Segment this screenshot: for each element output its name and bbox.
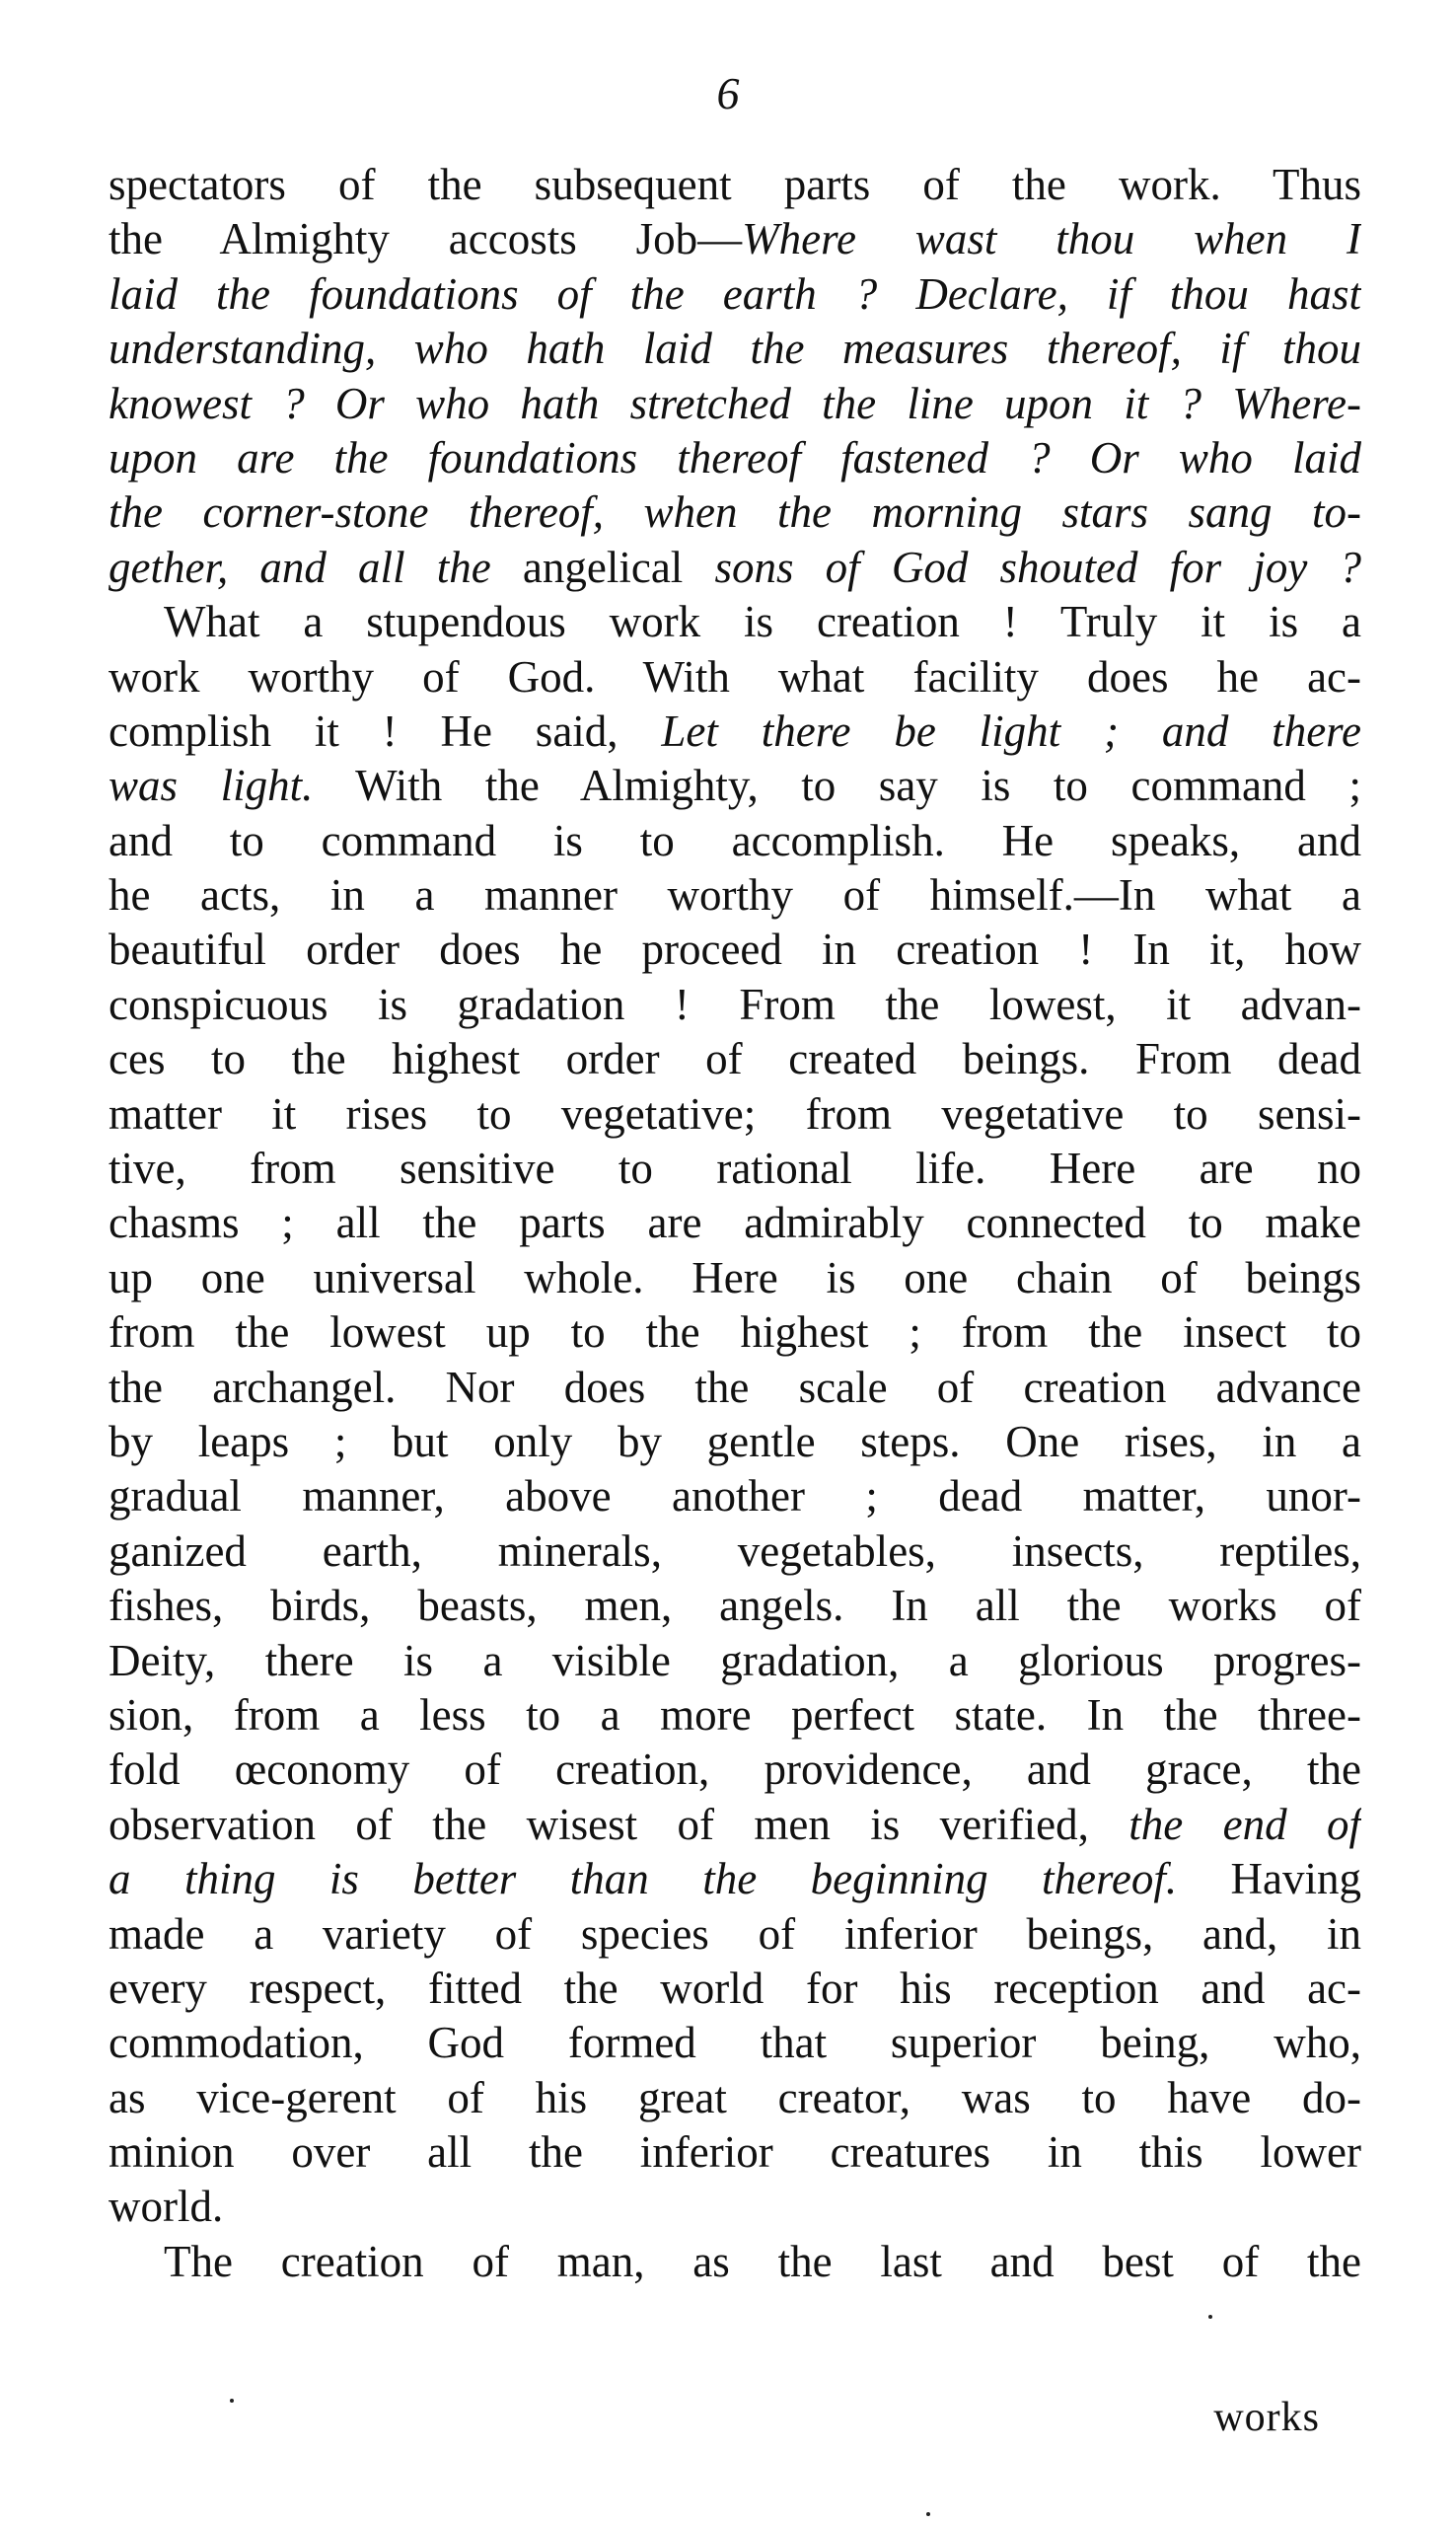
text-segment: spectators of the subsequent parts of the work. Thus	[109, 160, 1361, 209]
text-segment: work worthy of God. With what facility does he ac-	[109, 651, 1361, 702]
italic-text-segment: the end of	[1128, 1799, 1361, 1849]
text-line	[109, 377, 1361, 431]
text-segment: he acts, in a manner worthy of himself.—In what a	[109, 870, 1361, 921]
text-line	[109, 267, 1361, 322]
text-line	[109, 1415, 1361, 1469]
text-segment: up one universal whole. Here is one chain of beings	[109, 1252, 1361, 1302]
text-segment: fold œconomy of creation, providence, and grace, the	[109, 1745, 1361, 1795]
text-line	[109, 1688, 1361, 1743]
text-line	[109, 2071, 1361, 2125]
text-segment: matter it rises to vegetative; from vegetative to sensi-	[109, 1088, 1361, 1139]
italic-text-segment: a thing is better than the beginning thereof.	[109, 1854, 1178, 1904]
text-line	[109, 2016, 1361, 2070]
italic-text-segment: laid the foundations of the earth ? Declare, if thou hast	[109, 268, 1361, 319]
text-segment: The creation of man, as the last and best of the	[164, 2236, 1361, 2286]
text-line	[109, 212, 1361, 266]
italic-text-segment: Where wast thou when I	[742, 214, 1361, 264]
text-line	[109, 1962, 1361, 2016]
text-segment: conspicuous is gradation ! From the lowest, it advan-	[109, 979, 1361, 1029]
italic-text-segment: was light.	[109, 761, 314, 811]
text-segment: ces to the highest order of created beings. From dead	[109, 1034, 1361, 1084]
text-line	[109, 2125, 1361, 2180]
text-segment: by leaps ; but only by gentle steps. One rises, in a	[109, 1416, 1361, 1466]
text-segment: complish it ! He said,	[109, 705, 662, 756]
text-segment: ganized earth, minerals, vegetables, insects, reptiles,	[109, 1525, 1361, 1576]
text-line	[109, 1907, 1361, 1962]
italic-text-segment: sons of God shouted for joy ?	[683, 542, 1361, 592]
text-segment: fishes, birds, beasts, men, angels. In all the works of	[109, 1581, 1361, 1631]
italic-text-segment: knowest ? Or who hath stretched the line upon it ? Where-	[109, 378, 1361, 428]
ink-speck	[230, 2399, 234, 2403]
text-line	[109, 759, 1361, 813]
text-line	[109, 1579, 1361, 1633]
text-segment: observation of the wisest of men is verified,	[109, 1799, 1129, 1849]
text-segment: as vice-gerent of his great creator, was to have do-	[109, 2072, 1361, 2122]
text-segment: beautiful order does he proceed in creation ! In it, how	[109, 925, 1361, 975]
page-number: 6	[716, 68, 740, 118]
text-segment: Having	[1177, 1854, 1361, 1904]
text-line	[109, 1852, 1361, 1906]
text-line	[109, 1196, 1361, 1250]
italic-text-segment: upon are the foundations thereof fastened ? Or who laid	[109, 432, 1361, 483]
text-line	[109, 485, 1361, 540]
text-segment: world.	[109, 2182, 224, 2232]
text-line	[109, 650, 1361, 705]
text-line	[109, 2235, 1361, 2289]
text-line	[109, 1743, 1361, 1797]
text-line	[109, 1798, 1361, 1852]
text-line	[109, 595, 1361, 649]
text-line	[109, 1524, 1361, 1579]
italic-text-segment: Let there be light ; and there	[661, 705, 1361, 756]
text-segment: commodation, God formed that superior being, who,	[109, 2018, 1361, 2068]
text-segment: angelical	[522, 542, 684, 592]
text-line	[109, 1142, 1361, 1196]
text-line	[109, 868, 1361, 923]
text-segment: and to command is to accomplish. He speaks, and	[109, 815, 1361, 865]
italic-text-segment: gether, and all the	[109, 542, 523, 592]
text-line	[109, 431, 1361, 485]
text-line	[109, 158, 1361, 212]
text-segment: the archangel. Nor does the scale of creation advance	[109, 1362, 1361, 1412]
text-line	[109, 1087, 1361, 1142]
catchword: works	[1213, 2395, 1320, 2440]
text-segment: the Almighty accosts Job—	[109, 214, 743, 264]
ink-speck	[1208, 2315, 1212, 2319]
text-line	[109, 541, 1361, 595]
text-segment: chasms ; all the parts are admirably connected to make	[109, 1198, 1361, 1248]
text-line	[109, 2180, 1361, 2234]
text-line	[109, 322, 1361, 376]
text-segment: With the Almighty, to say is to command ;	[313, 761, 1361, 811]
text-segment: Deity, there is a visible gradation, a glorious progres-	[109, 1635, 1361, 1685]
text-line	[109, 1251, 1361, 1305]
text-line	[109, 1032, 1361, 1086]
text-segment: sion, from a less to a more perfect state. In the three-	[109, 1689, 1361, 1740]
text-segment: tive, from sensitive to rational life. Here are no	[109, 1144, 1361, 1194]
text-segment: minion over all the inferior creatures in this lower	[109, 2127, 1361, 2178]
text-segment: every respect, fitted the world for his reception and ac-	[109, 1963, 1361, 2013]
text-line	[109, 1305, 1361, 1360]
italic-text-segment: the corner-stone thereof, when the morning stars sang to-	[109, 487, 1361, 538]
body-text	[109, 158, 1361, 2289]
text-line	[109, 923, 1361, 977]
text-line	[109, 1469, 1361, 1523]
text-segment: from the lowest up to the highest ; from the insect to	[109, 1307, 1361, 1358]
text-line	[109, 705, 1361, 759]
text-line	[109, 1634, 1361, 1688]
text-segment: gradual manner, above another ; dead matter, unor-	[109, 1471, 1361, 1522]
text-line	[109, 814, 1361, 868]
italic-text-segment: understanding, who hath laid the measures thereof, if thou	[109, 324, 1361, 374]
text-line	[109, 1361, 1361, 1415]
text-line	[109, 978, 1361, 1032]
text-segment: What a stupendous work is creation ! Truly it is a	[164, 597, 1361, 647]
ink-speck	[926, 2512, 930, 2516]
text-segment: made a variety of species of inferior beings, and, in	[109, 1908, 1361, 1959]
